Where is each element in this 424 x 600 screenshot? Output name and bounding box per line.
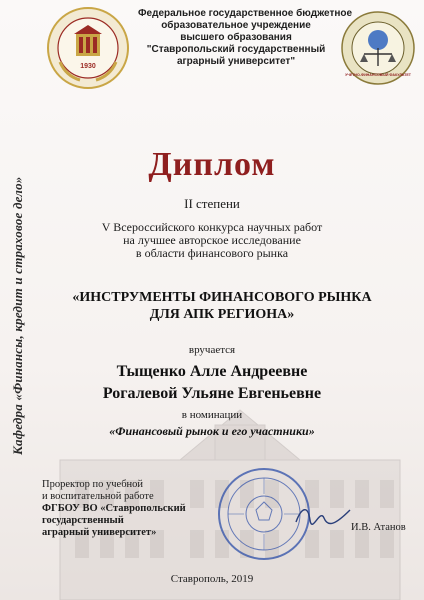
- awarded-label: вручается: [188, 344, 236, 356]
- department-vertical-text: Кафедра «Финансы, кредит и страховое дело»: [10, 176, 25, 455]
- contest-line: на лучшее авторское исследование: [123, 233, 301, 247]
- nomination-name: «Финансовый рынок и его участники»: [109, 424, 315, 438]
- header-line: образовательное учреждение: [161, 20, 311, 31]
- faculty-logo: [340, 10, 416, 90]
- signatory-block: [42, 479, 252, 539]
- place-and-date: Ставрополь, 2019: [170, 573, 254, 585]
- recipient-name: Тыщенко Алле Андреевне: [116, 363, 308, 380]
- header-line: "Ставропольский государственный: [146, 44, 326, 55]
- work-title: [20, 289, 424, 323]
- signatory-line: ФГБОУ ВО «Ставропольский государственный: [42, 503, 186, 526]
- diploma-title: Диплом: [148, 146, 276, 183]
- diploma-degree: II степени: [184, 196, 240, 211]
- emblem-year: 1930: [80, 63, 96, 70]
- university-emblem-logo: [46, 6, 130, 90]
- handwritten-signature: [292, 502, 354, 530]
- recipient-name: Рогалевой Ульяне Евгеньевне: [102, 385, 322, 402]
- signatory-line: Проректор по учебной: [42, 479, 144, 490]
- work-title-line: «ИНСТРУМЕНТЫ ФИНАНСОВОГО РЫНКА: [72, 290, 372, 305]
- contest-line: в области финансового рынка: [135, 246, 289, 260]
- work-title-line: ДЛЯ АПК РЕГИОНА»: [149, 307, 295, 322]
- nomination-label: в номинации: [181, 409, 243, 421]
- signatory-line: и воспитательной работе: [42, 491, 154, 502]
- signatory-name: И.В. Атанов: [351, 522, 406, 533]
- header-line: высшего образования: [180, 32, 292, 43]
- contest-line: V Всероссийского конкурса научных работ: [101, 220, 323, 234]
- university-header: [138, 8, 353, 68]
- faculty-caption: УЧЕТНО-ФИНАНСОВЫЙ ФАКУЛЬТЕТ: [345, 73, 411, 77]
- header-line: аграрный университет": [176, 56, 296, 67]
- contest-description: [0, 221, 424, 260]
- header-line: Федеральное государственное бюджетное: [138, 8, 353, 19]
- signatory-line: аграрный университет»: [42, 527, 157, 538]
